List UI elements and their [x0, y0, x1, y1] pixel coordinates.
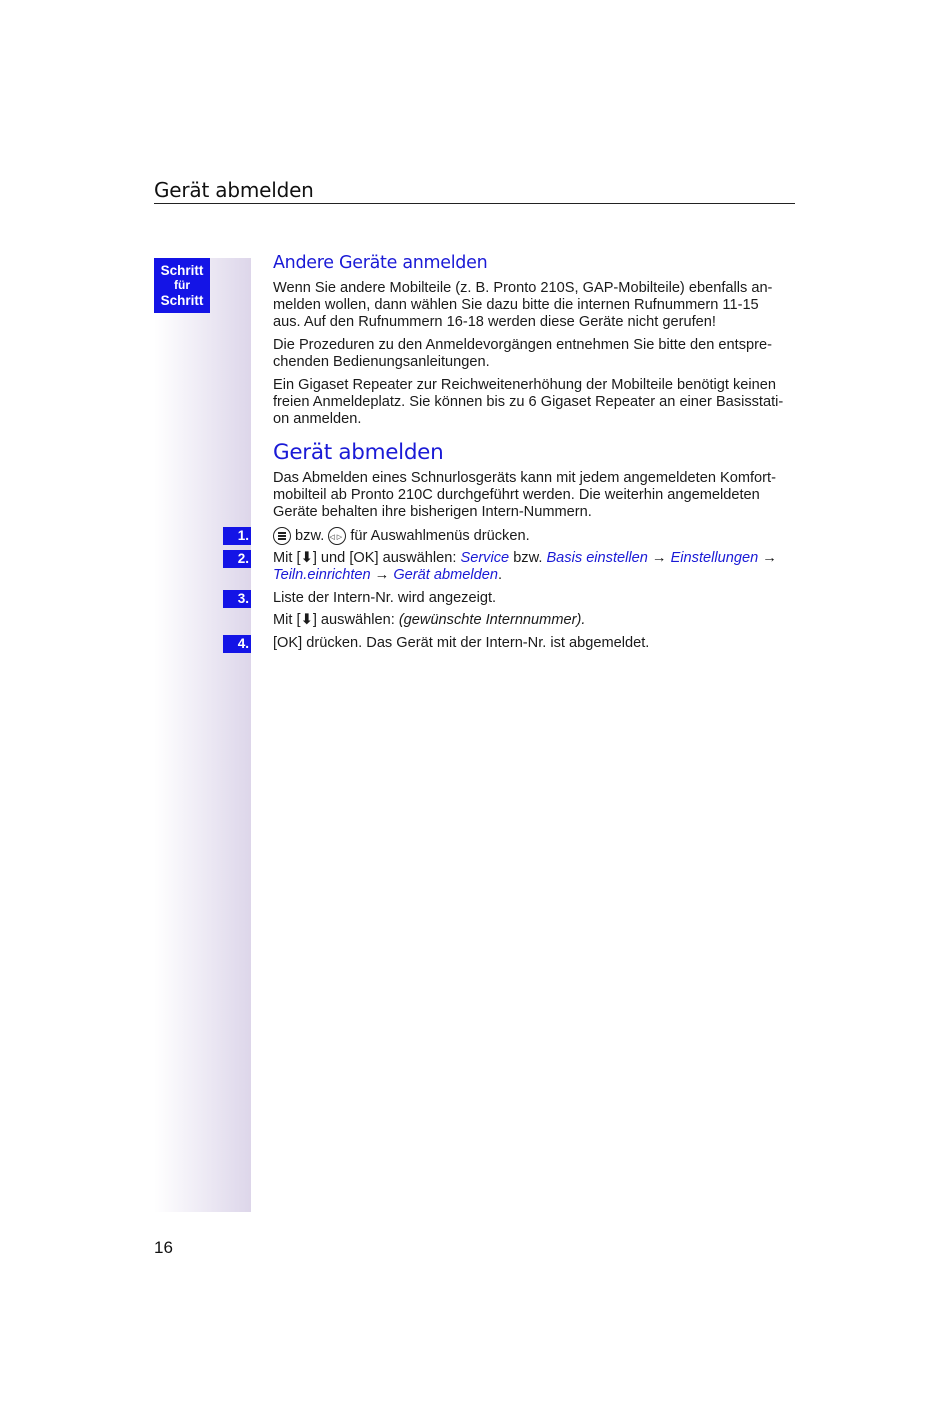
text-line: on anmelden. — [273, 411, 362, 427]
header-rule — [154, 203, 795, 204]
badge-line-3: Schritt — [160, 293, 204, 308]
text-line: aus. Auf den Rufnummern 16-18 werden diese Geräte nicht gerufen! — [273, 314, 716, 330]
step-2-dot: . — [497, 567, 503, 583]
text-line: melden wollen, dann wählen Sie dazu bitte die internen Rufnummern 11-15 — [273, 297, 759, 313]
step-3-sub-italic: (gewünschte Internnummer). — [398, 612, 586, 628]
text-line: mobilteil ab Pronto 210C durchgeführt werden. Die weiterhin angemeldeten — [273, 487, 760, 503]
step-number-1: 1. — [223, 527, 251, 545]
down-arrow-key-icon: ⬇ — [300, 612, 313, 628]
step-number-3: 3. — [223, 590, 251, 608]
text-line: Das Abmelden eines Schnurlosgeräts kann mit jedem angemeldeten Komfort- — [273, 470, 776, 486]
step-number-4: 4. — [223, 635, 251, 653]
step-2-bzw: bzw. — [509, 550, 547, 566]
step-3-line: Liste der Intern-Nr. wird angezeigt. — [273, 590, 497, 606]
schritt-fuer-schritt-badge — [154, 258, 210, 313]
step-1-text — [273, 527, 795, 545]
paragraph-prozeduren — [273, 337, 795, 371]
nav-key-icon — [328, 527, 346, 545]
step-3-sub-mid: ] auswählen: — [312, 612, 399, 628]
page-header-title: Gerät abmelden — [154, 178, 314, 202]
menu-key-icon — [273, 527, 291, 545]
step-2-pre: Mit [ — [273, 550, 301, 566]
arrow-icon: → — [370, 567, 394, 583]
step-2-text — [273, 550, 795, 584]
menu-path-basis-einstellen: Basis einstellen — [546, 550, 648, 566]
badge-line-1: Schritt — [160, 263, 204, 278]
paragraph-andere-mobilteile — [273, 280, 795, 331]
paragraph-abmelden-intro — [273, 470, 795, 521]
paragraph-repeater — [273, 377, 795, 428]
page-number: 16 — [154, 1238, 173, 1257]
section-heading-geraet-abmelden: Gerät abmelden — [273, 440, 444, 465]
step-4-text — [273, 635, 795, 652]
menu-path-teiln-einrichten: Teiln.einrichten — [273, 567, 371, 583]
step-1-bzw: bzw. — [291, 528, 329, 544]
text-line: chenden Bedienungsanleitungen. — [273, 354, 490, 370]
step-4-line: [OK] drücken. Das Gerät mit der Intern-Nr. ist abgemeldet. — [273, 635, 650, 651]
step-3-sub-pre: Mit [ — [273, 612, 301, 628]
section-heading-andere-geraete: Andere Geräte anmelden — [273, 253, 488, 273]
step-3-sub-text — [273, 612, 795, 629]
step-3-text — [273, 590, 795, 607]
text-line: Wenn Sie andere Mobilteile (z. B. Pronto 210S, GAP-Mobilteile) ebenfalls an- — [273, 280, 773, 296]
menu-path-geraet-abmelden: Gerät abmelden — [393, 567, 498, 583]
down-arrow-key-icon: ⬇ — [300, 550, 313, 566]
step-2-mid: ] und [OK] auswählen: — [312, 550, 461, 566]
step-sidebar — [154, 258, 251, 1212]
text-line: freien Anmeldeplatz. Sie können bis zu 6 Gigaset Repeater an einer Basisstati- — [273, 394, 784, 410]
text-line: Die Prozeduren zu den Anmeldevorgängen entnehmen Sie bitte den entspre- — [273, 337, 772, 353]
badge-line-2: für — [174, 278, 190, 292]
menu-path-service: Service — [460, 550, 510, 566]
step-1-rest: für Auswahlmenüs drücken. — [346, 528, 530, 544]
text-line: Geräte behalten ihre bisherigen Intern-Nummern. — [273, 504, 592, 520]
menu-path-einstellungen: Einstellungen — [670, 550, 759, 566]
arrow-icon: → — [758, 550, 777, 566]
step-number-2: 2. — [223, 550, 251, 568]
text-line: Ein Gigaset Repeater zur Reichweitenerhöhung der Mobilteile benötigt keinen — [273, 377, 776, 393]
arrow-icon: → — [647, 550, 671, 566]
